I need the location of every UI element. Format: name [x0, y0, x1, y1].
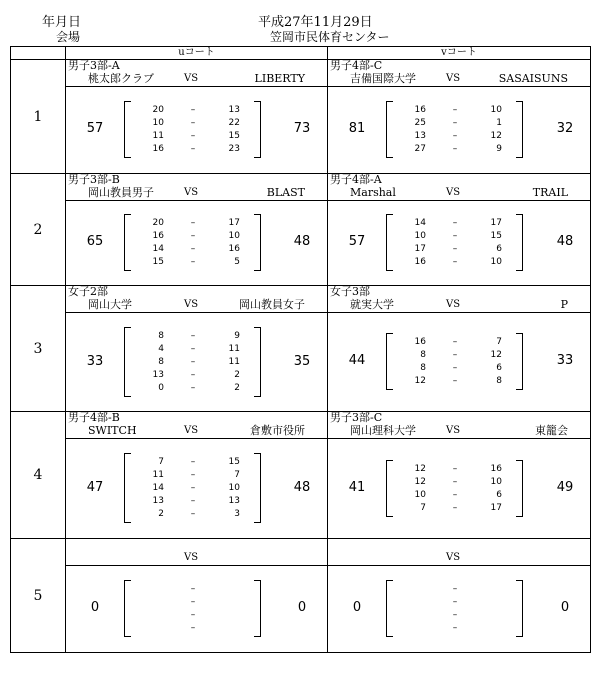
vs-label: VS	[184, 73, 199, 84]
vs-label: VS	[184, 187, 199, 198]
set-score-team-1: 12	[414, 464, 426, 474]
set-score-team-2: 6	[496, 244, 502, 254]
set-score-team-2: 6	[496, 363, 502, 373]
team-2-total: 48	[293, 479, 311, 495]
set-score-team-2: 15	[490, 231, 502, 241]
team-1-total: 44	[348, 353, 366, 368]
set-row	[398, 362, 516, 375]
division-label: 男子3部-C	[330, 411, 383, 424]
set-dash: –	[190, 105, 196, 115]
team-1-name: 岡山大学	[88, 298, 132, 311]
set-dash: –	[452, 376, 458, 386]
set-score-team-2: 17	[228, 218, 240, 228]
set-score-team-2: 5	[234, 257, 240, 267]
bracket-left	[124, 214, 131, 271]
set-score-team-1: 12	[414, 477, 426, 487]
set-score-team-2: 23	[228, 144, 240, 154]
court-v-match	[328, 286, 591, 412]
set-dash: –	[190, 218, 196, 228]
set-dash: –	[190, 144, 196, 154]
set-score-team-2: 22	[228, 118, 240, 128]
set-row	[398, 609, 516, 622]
set-score-team-2: 15	[228, 457, 240, 467]
set-score-team-1: 14	[152, 483, 164, 493]
court-u-header: uコート	[66, 47, 328, 60]
set-score-team-1: 27	[414, 144, 426, 154]
row-number: 5	[11, 539, 66, 653]
teams-line	[328, 424, 590, 439]
set-row	[398, 463, 516, 476]
set-dash: –	[452, 503, 458, 513]
team-2-name: SASAISUNS	[498, 72, 568, 85]
set-score-team-1: 16	[414, 257, 426, 267]
match-row	[11, 286, 591, 412]
set-dash: –	[190, 118, 196, 128]
set-dash: –	[452, 464, 458, 474]
match-row	[11, 60, 591, 174]
division-label: 男子4部-C	[330, 59, 383, 72]
set-dash: –	[190, 244, 196, 254]
set-score-team-1: 13	[152, 496, 164, 506]
division-label: 男子4部-A	[330, 173, 382, 186]
vs-label: VS	[184, 425, 199, 436]
court-v-match	[328, 174, 591, 286]
venue-name: 笠岡市民体育センター	[270, 30, 390, 44]
team-1-name: 桃太郎クラブ	[88, 72, 154, 85]
set-dash: –	[452, 105, 458, 115]
team-2-name: BLAST	[266, 186, 305, 199]
bracket-left	[386, 214, 393, 271]
bracket-right	[254, 453, 261, 523]
set-score-team-1: 8	[158, 357, 164, 367]
bracket-right	[254, 214, 261, 271]
team-2-total: 48	[293, 234, 311, 249]
team-2-name: 倉敷市役所	[250, 424, 305, 437]
team-1-total: 33	[86, 353, 104, 369]
set-dash: –	[452, 623, 458, 633]
set-score-team-1: 20	[152, 105, 164, 115]
team-2-name: LIBERTY	[254, 72, 305, 85]
set-score-team-2: 16	[490, 464, 502, 474]
set-dash: –	[190, 383, 196, 393]
set-dash: –	[452, 118, 458, 128]
team-1-total: 81	[348, 121, 366, 136]
set-dash: –	[190, 584, 196, 594]
bracket-left	[386, 333, 393, 390]
court-u-match	[66, 286, 328, 412]
team-2-total: 48	[556, 234, 574, 249]
court-u-match	[66, 60, 328, 174]
set-row	[398, 596, 516, 609]
set-row	[136, 243, 254, 256]
team-2-name: TRAIL	[532, 186, 568, 199]
vs-label: VS	[446, 73, 461, 84]
set-dash: –	[452, 584, 458, 594]
set-scores	[398, 336, 516, 388]
set-dash: –	[452, 131, 458, 141]
set-row	[136, 330, 254, 343]
division-label: 男子3部-A	[68, 59, 120, 72]
set-score-team-1: 0	[158, 383, 164, 393]
set-score-team-1: 25	[414, 118, 426, 128]
set-score-team-1: 13	[414, 131, 426, 141]
set-score-team-1: 11	[152, 131, 164, 141]
set-score-team-2: 11	[228, 357, 240, 367]
set-score-team-1: 10	[152, 118, 164, 128]
set-row	[398, 230, 516, 243]
teams-line	[328, 298, 590, 313]
set-score-team-2: 7	[234, 470, 240, 480]
set-dash: –	[452, 231, 458, 241]
court-v-match	[328, 539, 591, 653]
teams-line	[66, 298, 327, 313]
set-row	[136, 495, 254, 508]
court-v-match	[328, 412, 591, 539]
set-score-team-2: 9	[234, 331, 240, 341]
set-scores	[398, 104, 516, 156]
bracket-right	[516, 214, 523, 271]
row-number: 1	[11, 60, 66, 174]
set-row	[136, 596, 254, 609]
set-dash: –	[452, 363, 458, 373]
set-score-team-2: 12	[490, 131, 502, 141]
bracket-right	[516, 580, 523, 637]
court-u-match	[66, 539, 328, 653]
teams-line	[66, 424, 327, 439]
set-score-team-2: 9	[496, 144, 502, 154]
set-scores	[136, 583, 254, 635]
match-date: 平成27年11月29日	[258, 15, 373, 30]
set-row	[398, 489, 516, 502]
set-dash: –	[452, 350, 458, 360]
team-1-name: 就実大学	[350, 298, 394, 311]
court-u-match	[66, 174, 328, 286]
set-row	[136, 230, 254, 243]
row-number: 2	[11, 174, 66, 286]
set-score-team-1: 14	[414, 218, 426, 228]
set-dash: –	[190, 344, 196, 354]
division-label: 女子2部	[68, 285, 108, 298]
team-2-total: 33	[556, 353, 574, 368]
set-dash: –	[452, 244, 458, 254]
team-1-total: 41	[348, 480, 366, 495]
vs-label: VS	[446, 187, 461, 198]
set-row	[398, 375, 516, 388]
set-row	[398, 349, 516, 362]
team-2-total: 0	[297, 600, 307, 615]
row-number: 3	[11, 286, 66, 412]
vs-label: VS	[446, 299, 461, 310]
set-row	[136, 482, 254, 495]
set-scores	[398, 583, 516, 635]
set-row	[136, 622, 254, 635]
set-score-team-2: 15	[228, 131, 240, 141]
set-score-team-2: 17	[490, 503, 502, 513]
team-1-name: 岡山理科大学	[350, 424, 416, 437]
row-number: 4	[11, 412, 66, 539]
bracket-right	[254, 101, 261, 158]
set-score-team-2: 10	[490, 257, 502, 267]
set-score-team-2: 13	[228, 496, 240, 506]
vs-label: VS	[184, 552, 199, 563]
set-dash: –	[190, 357, 196, 367]
set-score-team-2: 2	[234, 370, 240, 380]
set-dash: –	[190, 257, 196, 267]
set-row	[398, 336, 516, 349]
set-score-team-1: 15	[152, 257, 164, 267]
vs-label: VS	[446, 552, 461, 563]
set-dash: –	[190, 131, 196, 141]
set-score-team-1: 8	[158, 331, 164, 341]
bracket-right	[516, 101, 523, 158]
team-1-name: Marshal	[350, 186, 396, 199]
set-row	[136, 382, 254, 395]
set-score-team-1: 16	[152, 231, 164, 241]
set-score-team-1: 2	[158, 509, 164, 519]
team-2-name: 東籠会	[535, 424, 568, 437]
set-row	[398, 217, 516, 230]
team-1-total: 57	[348, 234, 366, 249]
set-score-team-2: 12	[490, 350, 502, 360]
set-row	[136, 130, 254, 143]
court-v-header: vコート	[328, 47, 591, 60]
set-dash: –	[452, 218, 458, 228]
set-score-team-1: 16	[414, 337, 426, 347]
match-row	[11, 174, 591, 286]
team-1-total: 0	[352, 600, 362, 615]
set-score-team-2: 10	[228, 483, 240, 493]
set-row	[136, 356, 254, 369]
team-1-total: 47	[86, 479, 104, 495]
set-dash: –	[452, 597, 458, 607]
set-score-team-1: 16	[152, 144, 164, 154]
set-scores	[398, 463, 516, 515]
set-row	[398, 502, 516, 515]
teams-line	[66, 72, 327, 87]
set-scores	[398, 217, 516, 269]
set-dash: –	[190, 331, 196, 341]
set-row	[136, 256, 254, 269]
set-row	[398, 143, 516, 156]
set-score-team-2: 10	[490, 477, 502, 487]
court-u-match	[66, 412, 328, 539]
set-dash: –	[452, 337, 458, 347]
set-row	[136, 583, 254, 596]
division-label: 女子3部	[330, 285, 370, 298]
set-row	[136, 609, 254, 622]
set-score-team-2: 16	[228, 244, 240, 254]
bracket-right	[254, 580, 261, 637]
set-dash: –	[452, 610, 458, 620]
set-row	[136, 508, 254, 521]
set-row	[136, 104, 254, 117]
set-dash: –	[452, 477, 458, 487]
set-row	[398, 117, 516, 130]
division-label: 男子3部-B	[68, 173, 120, 186]
set-score-team-2: 6	[496, 490, 502, 500]
court-v-match	[328, 60, 591, 174]
set-dash: –	[190, 509, 196, 519]
set-row	[136, 217, 254, 230]
vs-label: VS	[184, 299, 199, 310]
set-score-team-1: 7	[158, 457, 164, 467]
match-row	[11, 539, 591, 653]
bracket-left	[124, 580, 131, 637]
set-score-team-1: 20	[152, 218, 164, 228]
set-score-team-2: 7	[496, 337, 502, 347]
set-dash: –	[190, 483, 196, 493]
set-score-team-2: 8	[496, 376, 502, 386]
bracket-right	[516, 333, 523, 390]
bracket-left	[386, 580, 393, 637]
team-2-name: 岡山教員女子	[239, 298, 305, 311]
team-2-total: 35	[293, 353, 311, 369]
set-score-team-1: 8	[420, 363, 426, 373]
set-row	[136, 369, 254, 382]
score-sheet-table	[10, 46, 591, 653]
set-score-team-2: 10	[490, 105, 502, 115]
set-score-team-1: 14	[152, 244, 164, 254]
set-row	[398, 622, 516, 635]
team-2-total: 0	[560, 600, 570, 615]
set-dash: –	[452, 490, 458, 500]
set-scores	[136, 456, 254, 521]
team-1-name: 岡山教員男子	[88, 186, 154, 199]
set-dash: –	[190, 470, 196, 480]
set-score-team-1: 12	[414, 376, 426, 386]
set-row	[398, 256, 516, 269]
set-scores	[136, 330, 254, 395]
set-row	[398, 130, 516, 143]
set-row	[136, 469, 254, 482]
team-2-name: P	[560, 298, 568, 311]
team-2-total: 32	[556, 121, 574, 136]
set-dash: –	[190, 610, 196, 620]
team-2-total: 49	[556, 480, 574, 495]
date-label: 年月日	[42, 15, 82, 30]
set-dash: –	[190, 623, 196, 633]
set-score-team-2: 2	[234, 383, 240, 393]
teams-line	[328, 551, 590, 566]
bracket-left	[386, 460, 393, 517]
teams-line	[328, 186, 590, 201]
set-score-team-1: 8	[420, 350, 426, 360]
set-score-team-1: 10	[414, 490, 426, 500]
set-row	[136, 143, 254, 156]
set-dash: –	[190, 457, 196, 467]
set-dash: –	[190, 496, 196, 506]
set-score-team-1: 11	[152, 470, 164, 480]
set-score-team-1: 13	[152, 370, 164, 380]
set-row	[136, 456, 254, 469]
set-score-team-1: 4	[158, 344, 164, 354]
division-label: 男子4部-B	[68, 411, 120, 424]
bracket-left	[124, 327, 131, 397]
teams-line	[328, 72, 590, 87]
team-1-total: 57	[86, 121, 104, 136]
set-row	[136, 343, 254, 356]
team-1-name: 吉備国際大学	[350, 72, 416, 85]
set-row	[136, 117, 254, 130]
set-dash: –	[190, 370, 196, 380]
set-score-team-1: 7	[420, 503, 426, 513]
bracket-left	[124, 101, 131, 158]
venue-label: 会場	[56, 30, 81, 44]
bracket-left	[124, 453, 131, 523]
bracket-right	[516, 460, 523, 517]
set-score-team-2: 1	[496, 118, 502, 128]
team-1-total: 65	[86, 234, 104, 249]
set-dash: –	[190, 597, 196, 607]
teams-line	[66, 186, 327, 201]
set-scores	[136, 217, 254, 269]
set-row	[398, 243, 516, 256]
set-dash: –	[190, 231, 196, 241]
match-row	[11, 412, 591, 539]
teams-line	[66, 551, 327, 566]
set-row	[398, 104, 516, 117]
bracket-right	[254, 327, 261, 397]
set-score-team-2: 10	[228, 231, 240, 241]
set-score-team-1: 16	[414, 105, 426, 115]
bracket-left	[386, 101, 393, 158]
team-2-total: 73	[293, 121, 311, 136]
set-score-team-2: 11	[228, 344, 240, 354]
set-dash: –	[452, 257, 458, 267]
set-score-team-1: 17	[414, 244, 426, 254]
team-1-total: 0	[90, 600, 100, 615]
team-1-name: SWITCH	[88, 424, 137, 437]
set-scores	[136, 104, 254, 156]
set-score-team-2: 13	[228, 105, 240, 115]
set-row	[398, 583, 516, 596]
set-dash: –	[452, 144, 458, 154]
set-score-team-2: 3	[234, 509, 240, 519]
set-score-team-2: 17	[490, 218, 502, 228]
set-score-team-1: 10	[414, 231, 426, 241]
vs-label: VS	[446, 425, 461, 436]
set-row	[398, 476, 516, 489]
